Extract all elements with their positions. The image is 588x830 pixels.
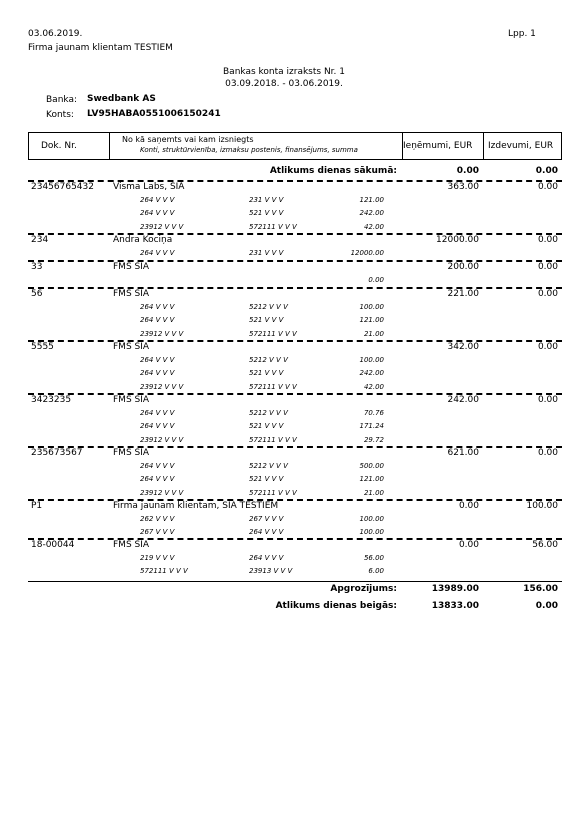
account-credit: 521 V V V: [249, 475, 284, 484]
account-debit: 264 V V V: [140, 369, 175, 378]
party-name: Visma Labs, SIA: [113, 182, 185, 192]
col-income: Ieņēmumi, EUR: [403, 141, 473, 151]
account-debit: 23912 V V V: [140, 222, 184, 231]
account-credit: 521 V V V: [249, 316, 284, 325]
account-credit: 572111 V V V: [249, 222, 297, 231]
line-amount: 56.00: [363, 554, 384, 562]
account-debit: 23912 V V V: [140, 435, 184, 444]
party-name: FMS SIA: [113, 342, 150, 352]
account-credit: 572111 V V V: [249, 329, 297, 338]
account-credit: 264 V V V: [249, 554, 284, 562]
income-amount: 363.00: [447, 182, 479, 192]
totals-income: 13989.00: [431, 584, 479, 594]
line-amount: 42.00: [363, 382, 384, 391]
col-party-details: Konti, struktūrvienība, izmaksu postenis, finansējums, summa: [140, 146, 358, 154]
row-separator: [28, 287, 562, 289]
line-amount: 171.24: [359, 422, 384, 431]
party-name: FMS SIA: [113, 262, 150, 272]
party-name: FMS SIA: [113, 540, 150, 550]
closing-income: 13833.00: [431, 601, 479, 611]
account-debit: 572111 V V V: [140, 567, 188, 576]
opening-expense: 0.00: [535, 166, 558, 176]
account-debit: 262 V V V: [140, 515, 175, 523]
account-debit: 264 V V V: [140, 196, 175, 204]
income-amount: 342.00: [447, 342, 479, 352]
statement-period: 03.09.2018. - 03.06.2019.: [225, 79, 343, 89]
statement-title: Bankas konta izraksts Nr. 1: [223, 67, 345, 77]
doc-number: 235673567: [31, 448, 83, 458]
totals-divider: [28, 581, 562, 582]
account-debit: 23912 V V V: [140, 329, 184, 338]
account-credit: 5212 V V V: [249, 462, 288, 470]
income-amount: 0.00: [458, 540, 479, 550]
expense-amount: 0.00: [537, 395, 558, 405]
account-credit: 267 V V V: [249, 515, 284, 523]
col-expense: Izdevumi, EUR: [488, 141, 554, 151]
account-debit: 264 V V V: [140, 316, 175, 325]
party-name: FMS SIA: [113, 395, 150, 405]
doc-number: 3423235: [31, 395, 72, 405]
col-party: No kā saņemts vai kam izsniegts: [122, 135, 254, 144]
column-header: [28, 132, 562, 160]
income-amount: 221.00: [447, 289, 479, 299]
doc-number: 18-00044: [31, 540, 75, 550]
closing-label: Atlikums dienas beigās:: [275, 601, 397, 611]
page-number: Lpp. 1: [508, 29, 536, 39]
party-name: Andra Kociņa: [113, 235, 173, 245]
expense-amount: 0.00: [537, 448, 558, 458]
line-amount: 21.00: [363, 488, 384, 497]
bank-label: Banka:: [46, 95, 77, 105]
income-amount: 621.00: [447, 448, 479, 458]
line-amount: 100.00: [359, 303, 384, 311]
doc-number: 234: [31, 235, 49, 245]
doc-number: 56: [31, 289, 43, 299]
account-debit: 264 V V V: [140, 209, 175, 218]
expense-amount: 100.00: [526, 501, 558, 511]
account-label: Konts:: [46, 110, 74, 120]
line-amount: 242.00: [359, 209, 384, 218]
account-value: LV95HABA0551006150241: [87, 109, 221, 119]
opening-income: 0.00: [456, 166, 479, 176]
doc-number: 23456765432: [31, 182, 94, 192]
totals-expense: 156.00: [523, 584, 558, 594]
income-amount: 242.00: [447, 395, 479, 405]
account-credit: 572111 V V V: [249, 435, 297, 444]
account-credit: 264 V V V: [249, 528, 284, 537]
line-amount: 6.00: [368, 567, 384, 576]
row-separator: [28, 260, 562, 262]
line-amount: 42.00: [363, 222, 384, 231]
account-debit: 264 V V V: [140, 303, 175, 311]
line-amount: 100.00: [359, 356, 384, 364]
doc-number: P1: [31, 501, 43, 511]
totals-label: Apgrozījums:: [330, 584, 397, 594]
line-amount: 242.00: [359, 369, 384, 378]
row-separator: [28, 233, 562, 235]
closing-expense: 0.00: [535, 601, 558, 611]
expense-amount: 56.00: [532, 540, 558, 550]
account-credit: 5212 V V V: [249, 303, 288, 311]
line-amount: 21.00: [363, 329, 384, 338]
row-separator: [28, 340, 562, 342]
doc-number: 33: [31, 262, 43, 272]
line-amount: 121.00: [359, 316, 384, 325]
income-amount: 200.00: [447, 262, 479, 272]
line-amount: 100.00: [359, 528, 384, 537]
account-credit: 572111 V V V: [249, 488, 297, 497]
party-name: Firma jaunam klientam, SIA TESTIEM: [113, 501, 279, 511]
account-debit: 264 V V V: [140, 409, 175, 417]
account-credit: 5212 V V V: [249, 356, 288, 364]
line-amount: 121.00: [359, 196, 384, 204]
account-debit: 219 V V V: [140, 554, 175, 562]
col-doc-no: Dok. Nr.: [41, 141, 77, 151]
expense-amount: 0.00: [537, 235, 558, 245]
row-separator: [28, 446, 562, 448]
account-debit: 267 V V V: [140, 528, 175, 537]
party-name: FMS SIA: [113, 448, 150, 458]
account-debit: 23912 V V V: [140, 488, 184, 497]
line-amount: 70.76: [363, 409, 384, 417]
row-separator: [28, 393, 562, 395]
account-debit: 264 V V V: [140, 249, 175, 257]
account-debit: 23912 V V V: [140, 382, 184, 391]
row-separator: [28, 499, 562, 501]
expense-amount: 0.00: [537, 342, 558, 352]
account-credit: 231 V V V: [249, 196, 284, 204]
account-credit: 572111 V V V: [249, 382, 297, 391]
account-credit: 5212 V V V: [249, 409, 288, 417]
doc-number: 5555: [31, 342, 54, 352]
account-credit: 521 V V V: [249, 422, 284, 431]
account-debit: 264 V V V: [140, 356, 175, 364]
account-credit: 23913 V V V: [249, 567, 293, 576]
account-debit: 264 V V V: [140, 475, 175, 484]
expense-amount: 0.00: [537, 289, 558, 299]
row-separator: [28, 180, 562, 182]
expense-amount: 0.00: [537, 182, 558, 192]
row-separator: [28, 538, 562, 540]
opening-label: Atlikums dienas sākumā:: [269, 166, 397, 176]
account-debit: 264 V V V: [140, 462, 175, 470]
line-amount: 29.72: [363, 435, 384, 444]
expense-amount: 0.00: [537, 262, 558, 272]
bank-value: Swedbank AS: [87, 94, 156, 104]
account-debit: 264 V V V: [140, 422, 175, 431]
line-amount: 121.00: [359, 475, 384, 484]
line-amount: 0.00: [368, 276, 384, 284]
account-credit: 521 V V V: [249, 369, 284, 378]
report-date: 03.06.2019.: [28, 29, 83, 39]
income-amount: 12000.00: [436, 235, 479, 245]
line-amount: 100.00: [359, 515, 384, 523]
line-amount: 500.00: [359, 462, 384, 470]
account-credit: 521 V V V: [249, 209, 284, 218]
party-name: FMS SIA: [113, 289, 150, 299]
account-credit: 231 V V V: [249, 249, 284, 257]
company-name: Firma jaunam klientam TESTIEM: [28, 43, 173, 53]
income-amount: 0.00: [458, 501, 479, 511]
line-amount: 12000.00: [350, 249, 384, 257]
